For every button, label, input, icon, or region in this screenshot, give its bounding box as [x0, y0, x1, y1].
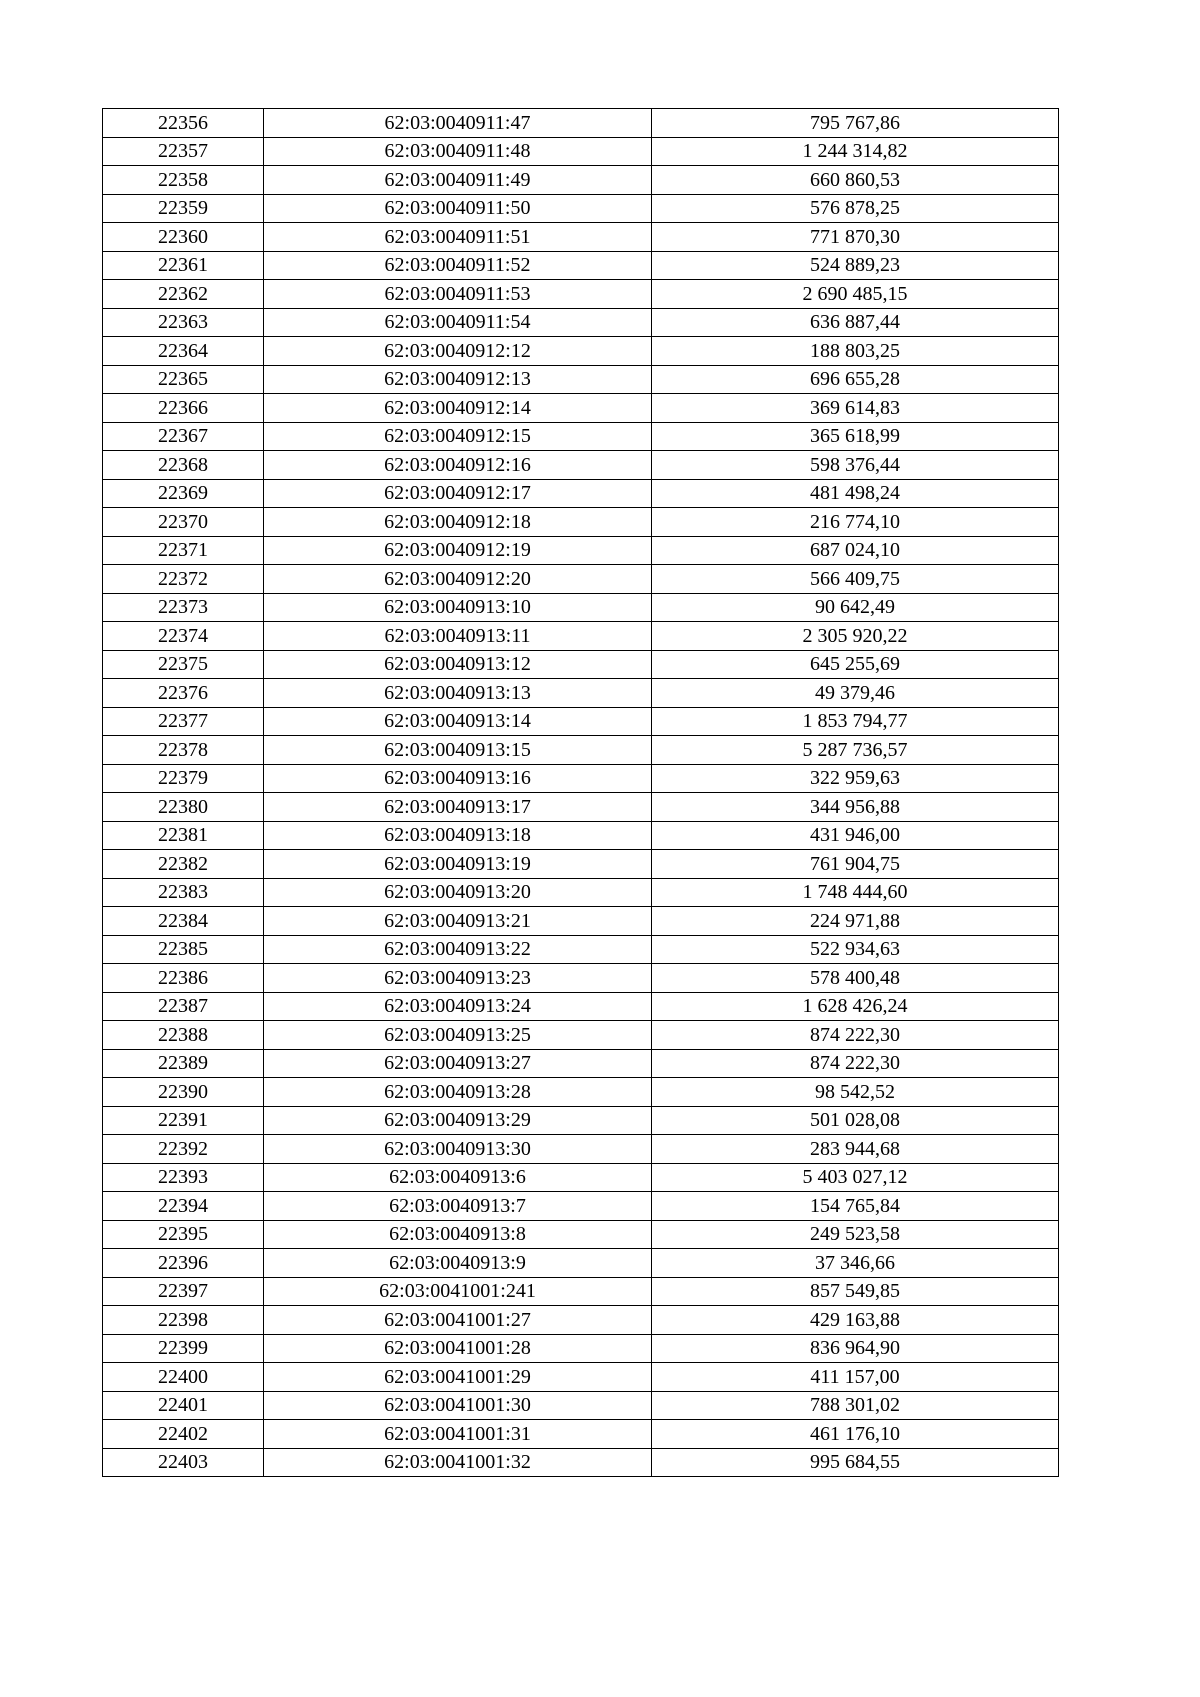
cadastral-value-cell: 566 409,75: [652, 565, 1059, 594]
table-row: [103, 451, 1059, 480]
cadastral-number-cell: 62:03:0040913:24: [264, 992, 652, 1021]
table-row: [103, 251, 1059, 280]
cadastral-number-cell: 62:03:0040912:17: [264, 479, 652, 508]
row-number-cell: 22368: [103, 451, 264, 480]
row-number-cell: 22363: [103, 308, 264, 337]
cadastral-number-cell: 62:03:0040911:47: [264, 109, 652, 138]
row-number-cell: 22402: [103, 1420, 264, 1449]
row-number-cell: 22381: [103, 821, 264, 850]
row-number-cell: 22362: [103, 280, 264, 309]
table-row: [103, 166, 1059, 195]
row-number-cell: 22370: [103, 508, 264, 537]
row-number-cell: 22359: [103, 194, 264, 223]
table-row: [103, 850, 1059, 879]
row-number-cell: 22393: [103, 1163, 264, 1192]
cadastral-number-cell: 62:03:0040911:49: [264, 166, 652, 195]
row-number-cell: 22361: [103, 251, 264, 280]
table-row: [103, 1021, 1059, 1050]
table-row: [103, 622, 1059, 651]
row-number-cell: 22401: [103, 1391, 264, 1420]
row-number-cell: 22372: [103, 565, 264, 594]
cadastral-number-cell: 62:03:0040913:29: [264, 1106, 652, 1135]
row-number-cell: 22385: [103, 935, 264, 964]
table-row: [103, 394, 1059, 423]
row-number-cell: 22397: [103, 1277, 264, 1306]
cadastral-number-cell: 62:03:0040911:51: [264, 223, 652, 252]
table-row: [103, 280, 1059, 309]
table-row: [103, 194, 1059, 223]
row-number-cell: 22394: [103, 1192, 264, 1221]
cadastral-number-cell: 62:03:0040913:25: [264, 1021, 652, 1050]
row-number-cell: 22389: [103, 1049, 264, 1078]
table-row: [103, 764, 1059, 793]
cadastral-number-cell: 62:03:0041001:30: [264, 1391, 652, 1420]
cadastral-value-cell: 874 222,30: [652, 1021, 1059, 1050]
table-row: [103, 1306, 1059, 1335]
row-number-cell: 22391: [103, 1106, 264, 1135]
cadastral-value-cell: 154 765,84: [652, 1192, 1059, 1221]
cadastral-number-cell: 62:03:0040911:50: [264, 194, 652, 223]
row-number-cell: 22388: [103, 1021, 264, 1050]
cadastral-number-cell: 62:03:0040913:12: [264, 650, 652, 679]
cadastral-value-cell: 461 176,10: [652, 1420, 1059, 1449]
table-row: [103, 907, 1059, 936]
row-number-cell: 22376: [103, 679, 264, 708]
cadastral-value-cell: 90 642,49: [652, 593, 1059, 622]
table-row: [103, 479, 1059, 508]
table-row: [103, 536, 1059, 565]
cadastral-number-cell: 62:03:0040912:16: [264, 451, 652, 480]
cadastral-number-cell: 62:03:0040911:48: [264, 137, 652, 166]
cadastral-value-cell: 1 748 444,60: [652, 878, 1059, 907]
cadastral-value-cell: 249 523,58: [652, 1220, 1059, 1249]
table-row: [103, 1249, 1059, 1278]
cadastral-value-cell: 524 889,23: [652, 251, 1059, 280]
row-number-cell: 22364: [103, 337, 264, 366]
cadastral-value-cell: 431 946,00: [652, 821, 1059, 850]
cadastral-number-cell: 62:03:0040913:19: [264, 850, 652, 879]
table-row: [103, 1078, 1059, 1107]
row-number-cell: 22379: [103, 764, 264, 793]
cadastral-value-cell: 5 287 736,57: [652, 736, 1059, 765]
cadastral-number-cell: 62:03:0040913:22: [264, 935, 652, 964]
table-row: [103, 223, 1059, 252]
row-number-cell: 22366: [103, 394, 264, 423]
cadastral-number-cell: 62:03:0040913:13: [264, 679, 652, 708]
row-number-cell: 22356: [103, 109, 264, 138]
cadastral-value-cell: 98 542,52: [652, 1078, 1059, 1107]
cadastral-value-cell: 2 305 920,22: [652, 622, 1059, 651]
table-row: [103, 1334, 1059, 1363]
table-row: [103, 1448, 1059, 1477]
table-row: [103, 1106, 1059, 1135]
cadastral-value-cell: 2 690 485,15: [652, 280, 1059, 309]
cadastral-number-cell: 62:03:0040913:27: [264, 1049, 652, 1078]
cadastral-value-cell: 369 614,83: [652, 394, 1059, 423]
cadastral-value-cell: 411 157,00: [652, 1363, 1059, 1392]
cadastral-number-cell: 62:03:0041001:241: [264, 1277, 652, 1306]
row-number-cell: 22392: [103, 1135, 264, 1164]
row-number-cell: 22383: [103, 878, 264, 907]
table-row: [103, 1277, 1059, 1306]
table-row: [103, 650, 1059, 679]
cadastral-value-cell: 874 222,30: [652, 1049, 1059, 1078]
cadastral-value-table: [102, 108, 1059, 1477]
cadastral-value-cell: 687 024,10: [652, 536, 1059, 565]
table-row: [103, 679, 1059, 708]
cadastral-number-cell: 62:03:0040913:17: [264, 793, 652, 822]
cadastral-number-cell: 62:03:0040913:14: [264, 707, 652, 736]
table-row: [103, 1391, 1059, 1420]
cadastral-value-cell: 788 301,02: [652, 1391, 1059, 1420]
table-row: [103, 1163, 1059, 1192]
row-number-cell: 22390: [103, 1078, 264, 1107]
row-number-cell: 22377: [103, 707, 264, 736]
cadastral-value-cell: 283 944,68: [652, 1135, 1059, 1164]
cadastral-value-cell: 224 971,88: [652, 907, 1059, 936]
table-row: [103, 878, 1059, 907]
cadastral-number-cell: 62:03:0041001:31: [264, 1420, 652, 1449]
cadastral-value-cell: 188 803,25: [652, 337, 1059, 366]
cadastral-number-cell: 62:03:0040913:6: [264, 1163, 652, 1192]
cadastral-value-cell: 576 878,25: [652, 194, 1059, 223]
table-row: [103, 736, 1059, 765]
row-number-cell: 22384: [103, 907, 264, 936]
cadastral-value-cell: 49 379,46: [652, 679, 1059, 708]
cadastral-value-cell: 344 956,88: [652, 793, 1059, 822]
cadastral-value-cell: 836 964,90: [652, 1334, 1059, 1363]
cadastral-number-cell: 62:03:0040912:14: [264, 394, 652, 423]
cadastral-number-cell: 62:03:0040911:54: [264, 308, 652, 337]
row-number-cell: 22382: [103, 850, 264, 879]
table-row: [103, 109, 1059, 138]
cadastral-number-cell: 62:03:0040913:30: [264, 1135, 652, 1164]
table-row: [103, 992, 1059, 1021]
row-number-cell: 22367: [103, 422, 264, 451]
cadastral-number-cell: 62:03:0041001:27: [264, 1306, 652, 1335]
cadastral-number-cell: 62:03:0040913:9: [264, 1249, 652, 1278]
cadastral-number-cell: 62:03:0041001:32: [264, 1448, 652, 1477]
cadastral-value-cell: 5 403 027,12: [652, 1163, 1059, 1192]
row-number-cell: 22373: [103, 593, 264, 622]
cadastral-number-cell: 62:03:0040913:20: [264, 878, 652, 907]
table-row: [103, 422, 1059, 451]
cadastral-value-cell: 365 618,99: [652, 422, 1059, 451]
row-number-cell: 22365: [103, 365, 264, 394]
table-row: [103, 365, 1059, 394]
cadastral-value-cell: 645 255,69: [652, 650, 1059, 679]
table-row: [103, 1363, 1059, 1392]
cadastral-value-cell: 37 346,66: [652, 1249, 1059, 1278]
cadastral-value-cell: 578 400,48: [652, 964, 1059, 993]
cadastral-value-cell: 1 628 426,24: [652, 992, 1059, 1021]
row-number-cell: 22387: [103, 992, 264, 1021]
row-number-cell: 22403: [103, 1448, 264, 1477]
row-number-cell: 22378: [103, 736, 264, 765]
cadastral-number-cell: 62:03:0040913:18: [264, 821, 652, 850]
cadastral-value-cell: 501 028,08: [652, 1106, 1059, 1135]
cadastral-number-cell: 62:03:0040913:23: [264, 964, 652, 993]
row-number-cell: 22371: [103, 536, 264, 565]
row-number-cell: 22386: [103, 964, 264, 993]
cadastral-number-cell: 62:03:0041001:29: [264, 1363, 652, 1392]
cadastral-value-cell: 216 774,10: [652, 508, 1059, 537]
cadastral-number-cell: 62:03:0040912:20: [264, 565, 652, 594]
cadastral-number-cell: 62:03:0040912:15: [264, 422, 652, 451]
row-number-cell: 22374: [103, 622, 264, 651]
table-row: [103, 593, 1059, 622]
row-number-cell: 22396: [103, 1249, 264, 1278]
table-row: [103, 821, 1059, 850]
table-body: [103, 109, 1059, 1477]
cadastral-value-cell: 1 244 314,82: [652, 137, 1059, 166]
cadastral-number-cell: 62:03:0040913:21: [264, 907, 652, 936]
cadastral-value-cell: 522 934,63: [652, 935, 1059, 964]
cadastral-number-cell: 62:03:0040913:10: [264, 593, 652, 622]
table-row: [103, 137, 1059, 166]
cadastral-value-cell: 429 163,88: [652, 1306, 1059, 1335]
row-number-cell: 22358: [103, 166, 264, 195]
cadastral-number-cell: 62:03:0040913:15: [264, 736, 652, 765]
table-row: [103, 964, 1059, 993]
row-number-cell: 22369: [103, 479, 264, 508]
cadastral-value-cell: 1 853 794,77: [652, 707, 1059, 736]
table-row: [103, 935, 1059, 964]
cadastral-number-cell: 62:03:0040913:28: [264, 1078, 652, 1107]
row-number-cell: 22399: [103, 1334, 264, 1363]
table-row: [103, 508, 1059, 537]
cadastral-value-cell: 660 860,53: [652, 166, 1059, 195]
cadastral-value-cell: 696 655,28: [652, 365, 1059, 394]
table-row: [103, 1192, 1059, 1221]
cadastral-value-cell: 761 904,75: [652, 850, 1059, 879]
cadastral-number-cell: 62:03:0040912:13: [264, 365, 652, 394]
cadastral-number-cell: 62:03:0040913:16: [264, 764, 652, 793]
row-number-cell: 22395: [103, 1220, 264, 1249]
table-row: [103, 1049, 1059, 1078]
table-row: [103, 337, 1059, 366]
cadastral-number-cell: 62:03:0040913:7: [264, 1192, 652, 1221]
cadastral-number-cell: 62:03:0040913:8: [264, 1220, 652, 1249]
table-row: [103, 565, 1059, 594]
row-number-cell: 22357: [103, 137, 264, 166]
cadastral-number-cell: 62:03:0040911:52: [264, 251, 652, 280]
row-number-cell: 22400: [103, 1363, 264, 1392]
cadastral-value-cell: 481 498,24: [652, 479, 1059, 508]
table-row: [103, 1220, 1059, 1249]
row-number-cell: 22375: [103, 650, 264, 679]
row-number-cell: 22360: [103, 223, 264, 252]
cadastral-number-cell: 62:03:0041001:28: [264, 1334, 652, 1363]
table-row: [103, 308, 1059, 337]
row-number-cell: 22380: [103, 793, 264, 822]
cadastral-value-cell: 857 549,85: [652, 1277, 1059, 1306]
row-number-cell: 22398: [103, 1306, 264, 1335]
cadastral-value-cell: 636 887,44: [652, 308, 1059, 337]
cadastral-value-cell: 322 959,63: [652, 764, 1059, 793]
cadastral-number-cell: 62:03:0040912:18: [264, 508, 652, 537]
table-row: [103, 1420, 1059, 1449]
cadastral-number-cell: 62:03:0040912:12: [264, 337, 652, 366]
cadastral-number-cell: 62:03:0040911:53: [264, 280, 652, 309]
cadastral-value-cell: 598 376,44: [652, 451, 1059, 480]
cadastral-value-cell: 795 767,86: [652, 109, 1059, 138]
table-row: [103, 793, 1059, 822]
cadastral-value-cell: 995 684,55: [652, 1448, 1059, 1477]
cadastral-number-cell: 62:03:0040913:11: [264, 622, 652, 651]
table-row: [103, 1135, 1059, 1164]
cadastral-number-cell: 62:03:0040912:19: [264, 536, 652, 565]
cadastral-value-cell: 771 870,30: [652, 223, 1059, 252]
table-row: [103, 707, 1059, 736]
